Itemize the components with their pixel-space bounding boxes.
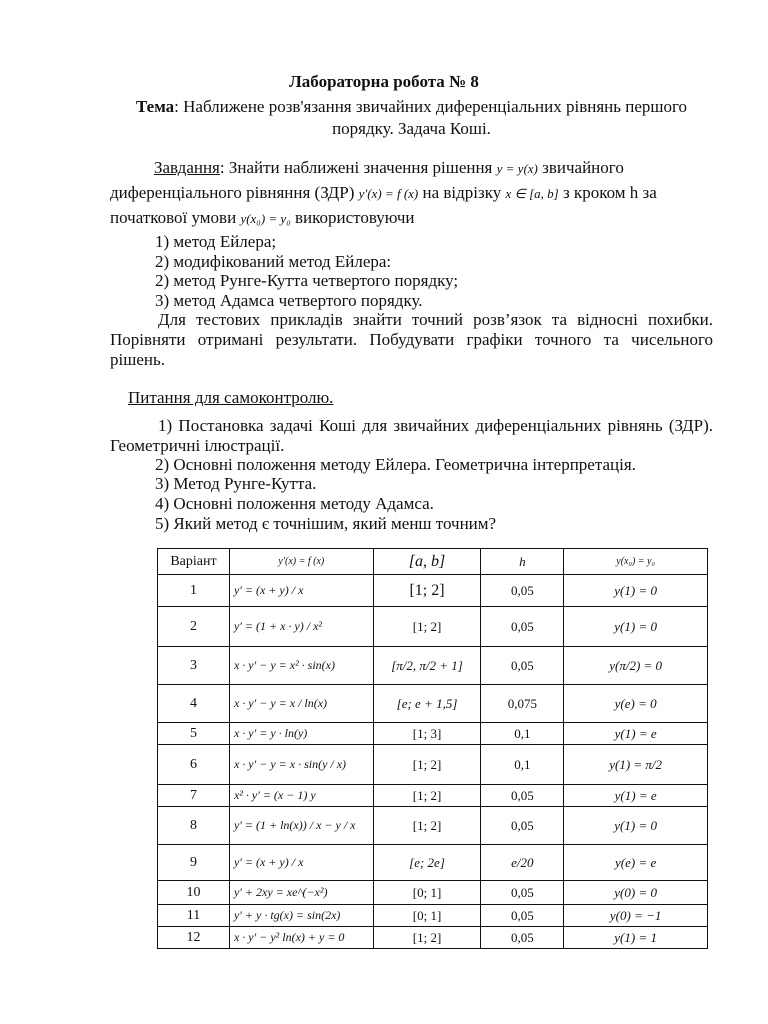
cell-equation: y′ + y · tg(x) = sin(2x) (229, 905, 373, 927)
cell-initial-condition: y(π/2) = 0 (564, 647, 708, 685)
cell-equation: x · y′ − y = x / ln(x) (229, 685, 373, 723)
cell-equation: x · y′ − y = x² · sin(x) (229, 647, 373, 685)
method-item: 1) метод Ейлера; (155, 232, 277, 251)
task-eq-2: y′(x) = f (x) (358, 186, 419, 201)
cell-variant: 5 (158, 723, 230, 745)
table-row (158, 905, 708, 927)
cell-step: 0,05 (481, 905, 564, 927)
method-item: 2) модифікований метод Ейлера: (155, 252, 392, 271)
task-text-4: з кроком h за початкової умови (110, 183, 657, 227)
cell-interval: [1; 3] (373, 723, 481, 745)
task-text-2: звичайного диференціального рівняння (ЗДР) (110, 158, 624, 202)
cell-interval: [1; 2] (373, 785, 481, 807)
cell-step: 0,05 (481, 881, 564, 905)
cell-interval: [0; 1] (373, 881, 481, 905)
table-row (158, 575, 708, 607)
cell-variant: 2 (158, 607, 230, 647)
table-row (158, 607, 708, 647)
header-variant: Варіант (158, 549, 230, 575)
cell-step: 0,05 (481, 785, 564, 807)
method-item: 3) метод Адамса четвертого порядку. (155, 291, 423, 310)
task-text-5: використовуючи (290, 208, 415, 227)
cell-equation: x · y′ − y² ln(x) + y = 0 (229, 927, 373, 949)
table-row (158, 881, 708, 905)
cell-initial-condition: y(1) = π/2 (564, 745, 708, 785)
cell-initial-condition: y(1) = 0 (564, 575, 708, 607)
cell-equation: y′ = (1 + x · y) / x² (229, 607, 373, 647)
table-row (158, 785, 708, 807)
cell-step: 0,05 (481, 575, 564, 607)
header-equation: y′(x) = f (x) (229, 549, 373, 575)
cell-step: 0,075 (481, 685, 564, 723)
question-item: 1) Постановка задачі Коші для звичайних диференціальних рівнянь (ЗДР). Геометричні ілюстрації. (110, 416, 713, 455)
cell-step: 0,05 (481, 807, 564, 845)
table-row (158, 807, 708, 845)
cell-variant: 6 (158, 745, 230, 785)
table-row (158, 685, 708, 723)
table-row (158, 927, 708, 949)
cell-equation: x² · y′ = (x − 1) y (229, 785, 373, 807)
task-text-3: на відрізку (418, 183, 506, 202)
cell-variant: 1 (158, 575, 230, 607)
header-step: h (481, 549, 564, 575)
header-interval: [a, b] (373, 549, 481, 575)
cell-equation: y′ = (x + y) / x (229, 845, 373, 881)
cell-variant: 3 (158, 647, 230, 685)
table-row (158, 845, 708, 881)
cell-step: 0,05 (481, 927, 564, 949)
task-label: Завдання (154, 158, 220, 177)
cell-interval: [0; 1] (373, 905, 481, 927)
cell-step: 0,05 (481, 607, 564, 647)
table-header-row (158, 549, 708, 575)
cell-variant: 8 (158, 807, 230, 845)
header-initial-condition: y(x₀) = y₀ (564, 549, 708, 575)
task-statement (110, 156, 713, 231)
cell-initial-condition: y(e) = e (564, 845, 708, 881)
cell-variant: 12 (158, 927, 230, 949)
table-row (158, 647, 708, 685)
variants-table (157, 548, 708, 949)
cell-variant: 4 (158, 685, 230, 723)
cell-equation: x · y′ = y · ln(y) (229, 723, 373, 745)
cell-interval: [π/2, π/2 + 1] (373, 647, 481, 685)
cell-interval: [e; 2e] (373, 845, 481, 881)
cell-initial-condition: y(0) = 0 (564, 881, 708, 905)
test-paragraph: Для тестових прикладів знайти точний розв’язок та відносні похибки. Порівняти отримані результати. Побудувати графіки точного та чисельного рішень. (110, 310, 713, 369)
cell-interval: [e; e + 1,5] (373, 685, 481, 723)
cell-initial-condition: y(1) = 1 (564, 927, 708, 949)
method-item: 2) метод Рунге-Кутта четвертого порядку; (155, 271, 459, 290)
cell-step: 0,1 (481, 723, 564, 745)
cell-step: 0,05 (481, 647, 564, 685)
question-item: 2) Основні положення методу Ейлера. Геометрична інтерпретація. (155, 455, 636, 474)
table-row (158, 745, 708, 785)
cell-equation: y′ + 2xy = xe^(−x²) (229, 881, 373, 905)
question-item: 5) Який метод є точнішим, який менш точним? (155, 514, 497, 533)
cell-initial-condition: y(e) = 0 (564, 685, 708, 723)
task-eq-1: y = y(x) (496, 161, 538, 176)
question-item: 4) Основні положення методу Адамса. (155, 494, 434, 513)
cell-interval: [1; 2] (373, 927, 481, 949)
questions-heading: Питання для самоконтролю. (128, 388, 334, 407)
cell-variant: 9 (158, 845, 230, 881)
cell-initial-condition: y(1) = e (564, 785, 708, 807)
task-eq-4: y(x₀) = y₀ (240, 211, 291, 226)
cell-equation: y′ = (x + y) / x (229, 575, 373, 607)
cell-variant: 7 (158, 785, 230, 807)
cell-equation: y′ = (1 + ln(x)) / x − y / x (229, 807, 373, 845)
table-row (158, 723, 708, 745)
cell-interval: [1; 2] (373, 745, 481, 785)
topic (110, 96, 713, 140)
cell-step: e/20 (481, 845, 564, 881)
cell-interval: [1; 2] (373, 575, 481, 607)
topic-text: : Наближене розв'язання звичайних диференціальних рівнянь першого порядку. Задача Коші. (174, 97, 688, 138)
cell-variant: 11 (158, 905, 230, 927)
cell-initial-condition: y(0) = −1 (564, 905, 708, 927)
cell-equation: x · y′ − y = x · sin(y / x) (229, 745, 373, 785)
cell-step: 0,1 (481, 745, 564, 785)
cell-initial-condition: y(1) = 0 (564, 607, 708, 647)
task-eq-3: x ∈ [a, b] (505, 186, 559, 201)
cell-interval: [1; 2] (373, 607, 481, 647)
task-text-1: : Знайти наближені значення рішення (219, 158, 497, 177)
question-item: 3) Метод Рунге-Кутта. (155, 474, 317, 493)
topic-label: Тема (135, 97, 175, 116)
cell-initial-condition: y(1) = e (564, 723, 708, 745)
cell-initial-condition: y(1) = 0 (564, 807, 708, 845)
page-title: Лабораторна робота № 8 (289, 72, 479, 91)
cell-variant: 10 (158, 881, 230, 905)
cell-interval: [1; 2] (373, 807, 481, 845)
